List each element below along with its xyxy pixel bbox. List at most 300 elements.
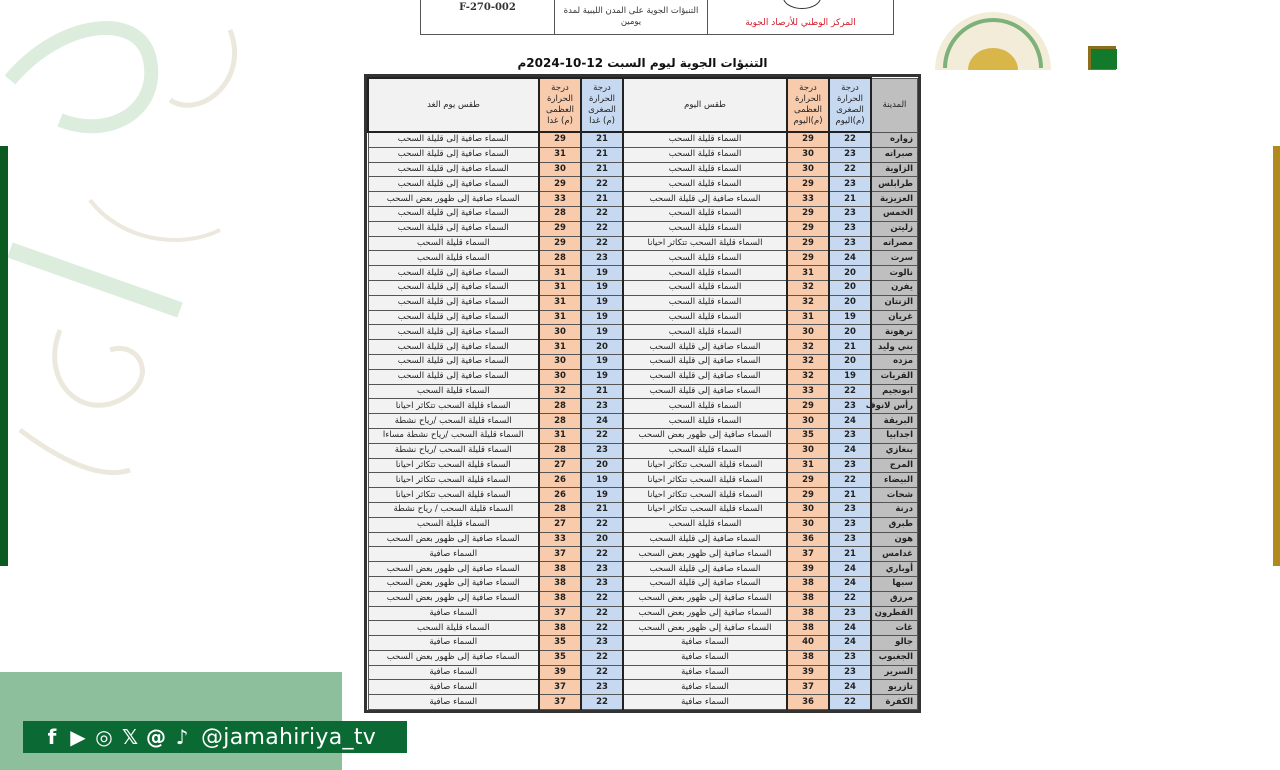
cell-max-today: 39 (787, 562, 829, 577)
cell-weather-tomorrow: السماء قليلة السحب تتكاثر احيانا (368, 488, 539, 503)
cell-weather-tomorrow: السماء صافية إلى قليلة السحب (368, 280, 539, 295)
header-weather-tomorrow: طقس يوم الغد (368, 78, 539, 132)
cell-max-tomorrow: 37 (539, 695, 581, 710)
cell-max-today: 37 (787, 680, 829, 695)
cell-min-today: 23 (829, 665, 871, 680)
cell-min-today: 24 (829, 680, 871, 695)
cell-city: زواره (871, 132, 918, 147)
cell-weather-tomorrow: السماء صافية إلى قليلة السحب (368, 369, 539, 384)
cell-city: الخمس (871, 206, 918, 221)
cell-max-tomorrow: 28 (539, 399, 581, 414)
cell-weather-today: السماء صافية إلى ظهور بعض السحب (623, 591, 787, 606)
cell-min-tomorrow: 21 (581, 132, 623, 147)
cell-max-today: 31 (787, 458, 829, 473)
social-handle[interactable]: @jamahiriya_tv (201, 724, 377, 750)
cell-weather-tomorrow: السماء صافية إلى ظهور بعض السحب (368, 650, 539, 665)
table-row (368, 591, 918, 606)
cell-weather-today: السماء صافية إلى ظهور بعض السحب (623, 428, 787, 443)
cell-max-today: 32 (787, 354, 829, 369)
cell-max-today: 40 (787, 636, 829, 651)
cell-max-today: 29 (787, 488, 829, 503)
cell-max-tomorrow: 26 (539, 473, 581, 488)
cell-max-today: 33 (787, 192, 829, 207)
cell-weather-tomorrow: السماء صافية (368, 606, 539, 621)
cell-weather-tomorrow: السماء قليلة السحب (368, 236, 539, 251)
cell-min-tomorrow: 20 (581, 532, 623, 547)
cell-max-tomorrow: 26 (539, 488, 581, 503)
cell-weather-tomorrow: السماء صافية إلى قليلة السحب (368, 354, 539, 369)
cell-max-today: 32 (787, 369, 829, 384)
cell-max-tomorrow: 29 (539, 132, 581, 147)
cell-city: طرابلس (871, 177, 918, 192)
cell-max-tomorrow: 27 (539, 517, 581, 532)
cell-city: الزنتان (871, 295, 918, 310)
cell-min-today: 20 (829, 280, 871, 295)
cell-max-tomorrow: 31 (539, 147, 581, 162)
cell-max-tomorrow: 29 (539, 221, 581, 236)
cell-weather-tomorrow: السماء قليلة السحب (368, 251, 539, 266)
cell-max-tomorrow: 32 (539, 384, 581, 399)
table-row (368, 384, 918, 399)
table-row (368, 192, 918, 207)
table-row (368, 354, 918, 369)
table-row (368, 325, 918, 340)
cell-min-tomorrow: 21 (581, 162, 623, 177)
cell-city: طبرق (871, 517, 918, 532)
cell-weather-today: السماء قليلة السحب تتكاثر احيانا (623, 458, 787, 473)
facebook-icon[interactable]: f (47, 725, 57, 749)
cell-min-tomorrow: 22 (581, 606, 623, 621)
table-row (368, 502, 918, 517)
cell-min-today: 22 (829, 384, 871, 399)
cell-weather-tomorrow: السماء صافية إلى قليلة السحب (368, 325, 539, 340)
cell-weather-today: السماء قليلة السحب (623, 295, 787, 310)
cell-min-tomorrow: 19 (581, 354, 623, 369)
cell-max-today: 36 (787, 532, 829, 547)
cell-max-today: 30 (787, 414, 829, 429)
cell-min-today: 23 (829, 606, 871, 621)
cell-min-today: 23 (829, 236, 871, 251)
cell-min-tomorrow: 19 (581, 325, 623, 340)
cell-min-today: 21 (829, 340, 871, 355)
document-title: التنبؤات الجوية على المدن الليبية لمدة يومين (555, 0, 708, 34)
cell-min-tomorrow: 22 (581, 695, 623, 710)
cell-city: أوباري (871, 562, 918, 577)
channel-logo (930, 8, 1120, 74)
cell-min-today: 24 (829, 443, 871, 458)
header-city: المدينة (871, 78, 918, 132)
cell-city: سرت (871, 251, 918, 266)
cell-weather-today: السماء صافية إلى قليلة السحب (623, 340, 787, 355)
cell-min-today: 21 (829, 192, 871, 207)
cell-max-tomorrow: 37 (539, 680, 581, 695)
cell-city: بنغازي (871, 443, 918, 458)
document-header (420, 0, 894, 35)
cell-max-tomorrow: 37 (539, 606, 581, 621)
cell-max-today: 38 (787, 591, 829, 606)
cell-min-tomorrow: 23 (581, 680, 623, 695)
cell-min-today: 23 (829, 399, 871, 414)
cell-min-today: 22 (829, 473, 871, 488)
cell-max-today: 38 (787, 576, 829, 591)
cell-city: البيضاء (871, 473, 918, 488)
cell-max-today: 30 (787, 517, 829, 532)
cell-city: العزيزية (871, 192, 918, 207)
cell-min-today: 22 (829, 132, 871, 147)
cell-min-tomorrow: 19 (581, 473, 623, 488)
table-row (368, 310, 918, 325)
cell-min-today: 23 (829, 502, 871, 517)
cell-weather-tomorrow: السماء قليلة السحب تتكاثر احيانا (368, 458, 539, 473)
table-row (368, 369, 918, 384)
cell-min-tomorrow: 23 (581, 399, 623, 414)
cell-weather-tomorrow: السماء صافية إلى قليلة السحب (368, 266, 539, 281)
cell-max-tomorrow: 27 (539, 458, 581, 473)
cell-city: جالو (871, 636, 918, 651)
cell-city: درنة (871, 502, 918, 517)
header-max-tomorrow: درجة الحرارة العظمى (م) غدا (539, 78, 581, 132)
cell-max-tomorrow: 28 (539, 414, 581, 429)
cell-min-today: 19 (829, 369, 871, 384)
cell-min-tomorrow: 19 (581, 488, 623, 503)
cell-weather-tomorrow: السماء قليلة السحب /رياح نشطة (368, 414, 539, 429)
cell-min-tomorrow: 19 (581, 310, 623, 325)
cell-min-today: 23 (829, 206, 871, 221)
cell-city: الزاوية (871, 162, 918, 177)
cell-max-today: 36 (787, 695, 829, 710)
cell-max-tomorrow: 31 (539, 266, 581, 281)
cell-city: مزده (871, 354, 918, 369)
table-row (368, 665, 918, 680)
cell-min-tomorrow: 19 (581, 295, 623, 310)
cell-city: نالوت (871, 266, 918, 281)
cell-min-tomorrow: 23 (581, 636, 623, 651)
cell-weather-tomorrow: السماء قليلة السحب /رياح نشطة مساءا (368, 428, 539, 443)
cell-weather-today: السماء صافية (623, 695, 787, 710)
cell-max-today: 32 (787, 340, 829, 355)
table-row (368, 295, 918, 310)
cell-weather-tomorrow: السماء قليلة السحب (368, 621, 539, 636)
cell-min-tomorrow: 19 (581, 369, 623, 384)
cell-min-tomorrow: 23 (581, 562, 623, 577)
cell-min-today: 24 (829, 621, 871, 636)
cell-max-today: 30 (787, 325, 829, 340)
cell-max-today: 29 (787, 206, 829, 221)
table-row (368, 443, 918, 458)
cell-city: غات (871, 621, 918, 636)
table-row (368, 576, 918, 591)
cell-max-tomorrow: 31 (539, 428, 581, 443)
cell-min-today: 21 (829, 488, 871, 503)
cell-min-tomorrow: 19 (581, 266, 623, 281)
table-row (368, 206, 918, 221)
cell-weather-today: السماء قليلة السحب (623, 251, 787, 266)
cell-weather-today: السماء صافية إلى قليلة السحب (623, 192, 787, 207)
cell-max-tomorrow: 33 (539, 192, 581, 207)
cell-weather-today: السماء قليلة السحب (623, 266, 787, 281)
cell-min-today: 20 (829, 266, 871, 281)
cell-max-today: 32 (787, 280, 829, 295)
cell-max-today: 31 (787, 266, 829, 281)
header-weather-today: طقس اليوم (623, 78, 787, 132)
cell-city: اجدابيا (871, 428, 918, 443)
cell-max-tomorrow: 30 (539, 325, 581, 340)
cell-city: بني وليد (871, 340, 918, 355)
cell-min-today: 23 (829, 221, 871, 236)
cell-min-today: 19 (829, 310, 871, 325)
cell-weather-today: السماء صافية (623, 636, 787, 651)
cell-max-tomorrow: 35 (539, 636, 581, 651)
cell-max-tomorrow: 30 (539, 369, 581, 384)
header-min-tomorrow: درجة الحرارة الصغرى (م) غدا (581, 78, 623, 132)
cell-min-today: 20 (829, 354, 871, 369)
cell-min-today: 21 (829, 547, 871, 562)
cell-weather-today: السماء صافية إلى قليلة السحب (623, 369, 787, 384)
cell-max-today: 33 (787, 384, 829, 399)
cell-weather-today: السماء قليلة السحب (623, 147, 787, 162)
cell-max-today: 38 (787, 650, 829, 665)
cell-min-tomorrow: 20 (581, 458, 623, 473)
cell-min-tomorrow: 23 (581, 576, 623, 591)
table-row (368, 236, 918, 251)
cell-weather-tomorrow: السماء صافية إلى قليلة السحب (368, 340, 539, 355)
cell-min-today: 24 (829, 562, 871, 577)
cell-max-today: 29 (787, 221, 829, 236)
cell-city: الكفرة (871, 695, 918, 710)
cell-max-tomorrow: 31 (539, 295, 581, 310)
cell-max-tomorrow: 38 (539, 621, 581, 636)
cell-city: زليتن (871, 221, 918, 236)
cell-weather-today: السماء صافية إلى ظهور بعض السحب (623, 606, 787, 621)
header-max-today: درجة الحرارة العظمى (م)اليوم (787, 78, 829, 132)
youtube-icon[interactable]: ▶ (70, 725, 86, 749)
cell-city: القريات (871, 369, 918, 384)
cell-weather-tomorrow: السماء صافية إلى ظهور بعض السحب (368, 192, 539, 207)
table-row (368, 428, 918, 443)
cell-min-tomorrow: 22 (581, 236, 623, 251)
cell-min-tomorrow: 22 (581, 665, 623, 680)
cell-weather-tomorrow: السماء صافية إلى قليلة السحب (368, 147, 539, 162)
cell-min-tomorrow: 21 (581, 147, 623, 162)
cell-max-tomorrow: 35 (539, 650, 581, 665)
table-row (368, 650, 918, 665)
table-row (368, 280, 918, 295)
cell-min-today: 24 (829, 576, 871, 591)
cell-city: غريان (871, 310, 918, 325)
cell-weather-tomorrow: السماء صافية إلى ظهور بعض السحب (368, 532, 539, 547)
cell-max-today: 38 (787, 621, 829, 636)
cell-min-today: 23 (829, 428, 871, 443)
cell-min-tomorrow: 21 (581, 502, 623, 517)
cell-weather-today: السماء صافية (623, 650, 787, 665)
header-min-today: درجة الحرارة الصغرى (م)اليوم (829, 78, 871, 132)
cell-weather-tomorrow: السماء قليلة السحب /رياح نشطة (368, 443, 539, 458)
cell-min-tomorrow: 21 (581, 384, 623, 399)
cell-city: المرج (871, 458, 918, 473)
calligraphy-watermark (0, 0, 340, 600)
cell-max-today: 31 (787, 310, 829, 325)
cell-min-today: 23 (829, 532, 871, 547)
cell-min-today: 23 (829, 177, 871, 192)
cell-weather-today: السماء قليلة السحب تتكاثر احيانا (623, 473, 787, 488)
cell-weather-tomorrow: السماء صافية إلى قليلة السحب (368, 206, 539, 221)
cell-weather-tomorrow: السماء قليلة السحب (368, 384, 539, 399)
cell-max-tomorrow: 28 (539, 502, 581, 517)
cell-min-tomorrow: 22 (581, 517, 623, 532)
cell-weather-today: السماء صافية إلى قليلة السحب (623, 562, 787, 577)
cell-weather-tomorrow: السماء صافية إلى ظهور بعض السحب (368, 562, 539, 577)
table-row (368, 458, 918, 473)
cell-weather-today: السماء قليلة السحب (623, 443, 787, 458)
cell-min-today: 22 (829, 162, 871, 177)
cell-weather-today: السماء قليلة السحب (623, 162, 787, 177)
cell-max-today: 32 (787, 295, 829, 310)
cell-city: مرزق (871, 591, 918, 606)
cell-min-today: 23 (829, 458, 871, 473)
table-row (368, 177, 918, 192)
cell-weather-tomorrow: السماء صافية إلى قليلة السحب (368, 221, 539, 236)
table-row (368, 399, 918, 414)
cell-weather-today: السماء قليلة السحب تتكاثر احيانا (623, 236, 787, 251)
cell-max-tomorrow: 28 (539, 251, 581, 266)
table-row (368, 680, 918, 695)
cell-weather-today: السماء قليلة السحب تتكاثر احيانا (623, 502, 787, 517)
cell-max-tomorrow: 33 (539, 532, 581, 547)
cell-max-today: 37 (787, 547, 829, 562)
cell-weather-tomorrow: السماء صافية إلى قليلة السحب (368, 132, 539, 147)
cell-min-tomorrow: 19 (581, 280, 623, 295)
cell-max-tomorrow: 38 (539, 591, 581, 606)
table-header-row (368, 78, 918, 132)
table-row (368, 488, 918, 503)
cell-weather-today: السماء صافية إلى قليلة السحب (623, 532, 787, 547)
cell-weather-today: السماء قليلة السحب (623, 517, 787, 532)
cell-max-tomorrow: 28 (539, 443, 581, 458)
cell-weather-today: السماء صافية (623, 680, 787, 695)
table-row (368, 473, 918, 488)
cell-max-today: 29 (787, 399, 829, 414)
cell-weather-tomorrow: السماء صافية إلى قليلة السحب (368, 310, 539, 325)
cell-weather-tomorrow: السماء صافية إلى ظهور بعض السحب (368, 576, 539, 591)
table-row (368, 621, 918, 636)
cell-weather-tomorrow: السماء صافية إلى قليلة السحب (368, 295, 539, 310)
cell-weather-tomorrow: السماء صافية (368, 695, 539, 710)
cell-weather-tomorrow: السماء صافية إلى قليلة السحب (368, 162, 539, 177)
cell-max-today: 29 (787, 132, 829, 147)
cell-weather-today: السماء صافية إلى قليلة السحب (623, 354, 787, 369)
cell-weather-tomorrow: السماء قليلة السحب تتكاثر احيانا (368, 399, 539, 414)
table-row (368, 132, 918, 147)
cell-min-today: 23 (829, 147, 871, 162)
cell-weather-tomorrow: السماء قليلة السحب تتكاثر احيانا (368, 473, 539, 488)
cell-city: الجغبوب (871, 650, 918, 665)
page-title: التنبؤات الجوية ليوم السبت 12-10-2024م (517, 56, 768, 70)
cell-city: سبها (871, 576, 918, 591)
cell-min-tomorrow: 22 (581, 177, 623, 192)
cell-min-tomorrow: 23 (581, 443, 623, 458)
cell-city: غدامس (871, 547, 918, 562)
cell-max-today: 35 (787, 428, 829, 443)
cell-weather-tomorrow: السماء صافية إلى قليلة السحب (368, 177, 539, 192)
cell-min-tomorrow: 20 (581, 340, 623, 355)
cell-max-tomorrow: 38 (539, 576, 581, 591)
cell-min-tomorrow: 23 (581, 251, 623, 266)
cell-weather-today: السماء قليلة السحب (623, 177, 787, 192)
cell-min-today: 23 (829, 650, 871, 665)
tiktok-icon[interactable]: ♪ (175, 725, 189, 749)
cell-max-tomorrow: 29 (539, 177, 581, 192)
table-row (368, 251, 918, 266)
cell-city: مصراته (871, 236, 918, 251)
cell-min-tomorrow: 21 (581, 192, 623, 207)
cell-city: القطرون (871, 606, 918, 621)
emblem-icon (783, 0, 821, 9)
cell-max-today: 38 (787, 606, 829, 621)
left-green-stripe (0, 146, 8, 566)
x-icon[interactable]: 𝕏 (121, 725, 139, 749)
table-row (368, 547, 918, 562)
cell-min-tomorrow: 22 (581, 621, 623, 636)
cell-city: صبراته (871, 147, 918, 162)
cell-weather-today: السماء قليلة السحب (623, 206, 787, 221)
cell-max-tomorrow: 31 (539, 340, 581, 355)
cell-weather-today: السماء قليلة السحب (623, 221, 787, 236)
cell-city: شحات (871, 488, 918, 503)
cell-weather-today: السماء صافية إلى قليلة السحب (623, 384, 787, 399)
cell-min-today: 22 (829, 591, 871, 606)
instagram-icon[interactable]: ◎ (95, 725, 113, 749)
cell-weather-tomorrow: السماء صافية (368, 636, 539, 651)
cell-max-tomorrow: 31 (539, 280, 581, 295)
cell-max-today: 29 (787, 236, 829, 251)
cell-min-tomorrow: 22 (581, 547, 623, 562)
cell-weather-today: السماء صافية إلى ظهور بعض السحب (623, 547, 787, 562)
cell-max-tomorrow: 31 (539, 310, 581, 325)
cell-min-tomorrow: 22 (581, 206, 623, 221)
table-row (368, 695, 918, 710)
cell-city: ترهونة (871, 325, 918, 340)
cell-min-tomorrow: 22 (581, 428, 623, 443)
cell-min-today: 22 (829, 695, 871, 710)
table-row (368, 636, 918, 651)
cell-max-tomorrow: 39 (539, 665, 581, 680)
cell-weather-today: السماء قليلة السحب تتكاثر احيانا (623, 488, 787, 503)
table-row (368, 266, 918, 281)
cell-max-today: 30 (787, 443, 829, 458)
cell-city: يفرن (871, 280, 918, 295)
cell-city: البريقة (871, 414, 918, 429)
table-row (368, 147, 918, 162)
table-row (368, 414, 918, 429)
social-bar (23, 721, 407, 753)
cell-max-today: 29 (787, 251, 829, 266)
threads-icon[interactable]: @ (146, 725, 166, 749)
cell-max-today: 29 (787, 177, 829, 192)
table-row (368, 221, 918, 236)
cell-max-tomorrow: 30 (539, 162, 581, 177)
cell-weather-today: السماء قليلة السحب (623, 310, 787, 325)
table-row (368, 606, 918, 621)
cell-max-tomorrow: 28 (539, 206, 581, 221)
right-gold-stripe (1273, 146, 1280, 566)
forecast-table (364, 74, 921, 713)
cell-weather-tomorrow: السماء صافية (368, 680, 539, 695)
cell-min-today: 23 (829, 517, 871, 532)
cell-min-tomorrow: 22 (581, 221, 623, 236)
cell-weather-today: السماء قليلة السحب (623, 325, 787, 340)
cell-weather-tomorrow: السماء قليلة السحب (368, 517, 539, 532)
organization-name (708, 0, 893, 34)
